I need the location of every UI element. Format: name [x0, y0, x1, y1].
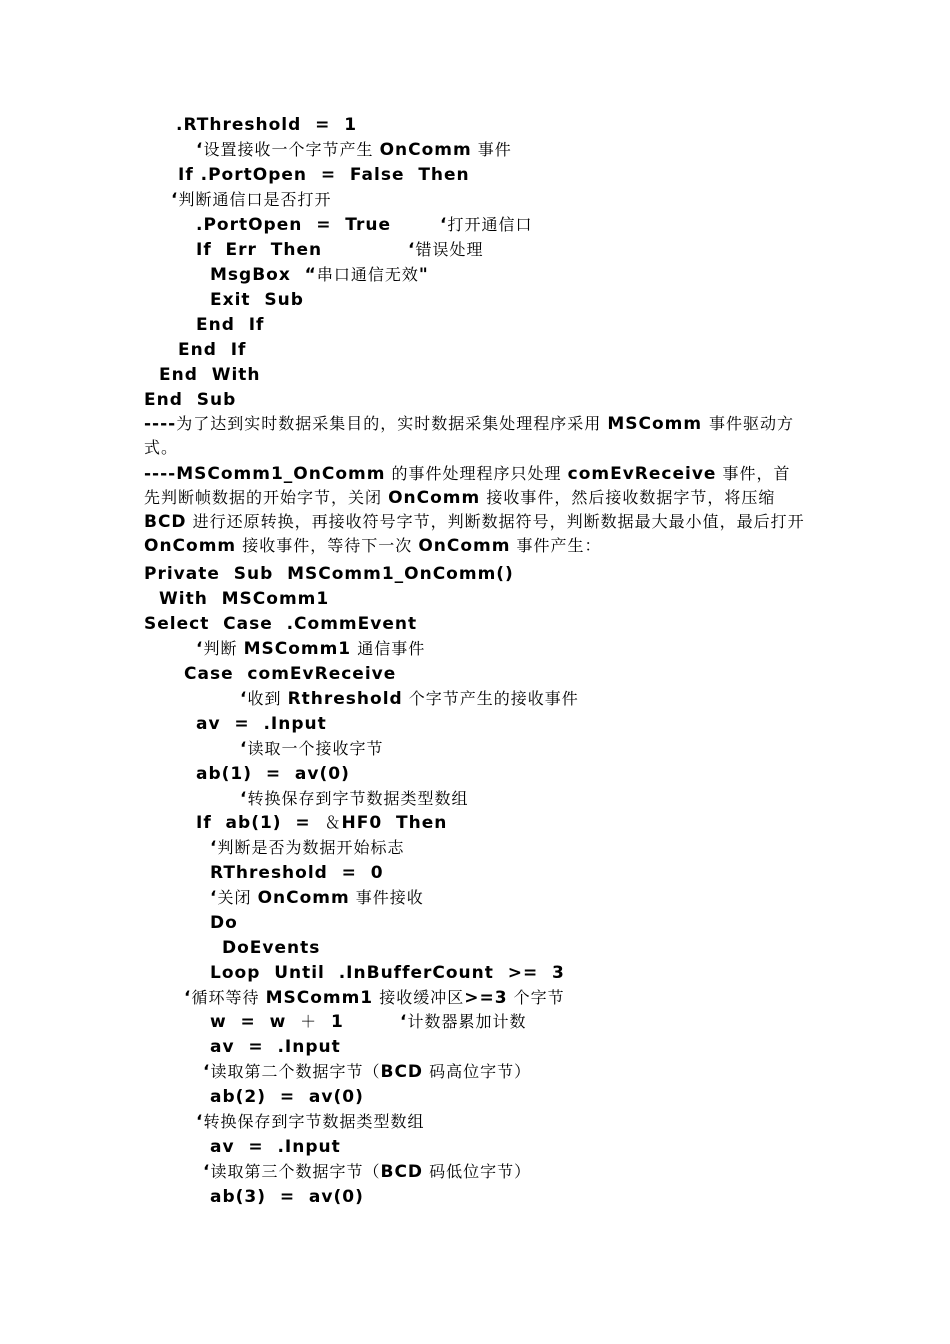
code-text: "	[418, 265, 429, 285]
code-text: BCD	[144, 512, 187, 532]
code-text: Case comEvReceive	[184, 664, 397, 684]
code-text: DoEvents	[222, 938, 321, 958]
code-line	[178, 339, 246, 361]
code-line	[210, 862, 384, 884]
comment-text: ＆	[324, 813, 342, 832]
code-text: 1	[317, 1012, 344, 1032]
code-line	[408, 239, 483, 261]
code-line	[196, 638, 425, 660]
code-text: ‘	[400, 1012, 408, 1032]
comment-text: 为了达到实时数据采集目的，实时数据采集处理程序采用	[176, 414, 608, 433]
code-line	[144, 389, 236, 411]
code-text: ‘	[408, 240, 416, 260]
comment-text: 打开通信口	[447, 215, 533, 234]
code-text: OnComm	[257, 888, 350, 908]
code-line	[196, 763, 350, 785]
code-line	[196, 239, 322, 261]
code-text: OnComm	[379, 140, 472, 160]
comment-text: ＋	[300, 1012, 318, 1031]
code-line	[210, 289, 304, 311]
code-text: av = .Input	[196, 714, 327, 734]
comment-text: 进行还原转换，再接收符号字节，判断数据符号，判断数据最大最小值，最后打开	[186, 512, 805, 531]
code-text: If .PortOpen = False Then	[178, 165, 470, 185]
code-text: ‘	[196, 140, 204, 160]
code-text: ‘	[240, 689, 248, 709]
comment-text: 串口通信无效	[316, 265, 419, 284]
code-text: ‘	[210, 888, 218, 908]
code-text: ----MSComm1_OnComm	[144, 464, 386, 484]
code-line	[240, 738, 383, 760]
comment-text: 读取一个接收字节	[247, 739, 384, 758]
code-text: av = .Input	[210, 1037, 341, 1057]
comment-text: 判断	[203, 639, 244, 658]
code-text: ab(2) = av(0)	[210, 1087, 364, 1107]
code-line	[178, 164, 470, 186]
code-text: End Sub	[144, 390, 237, 410]
code-text: RThreshold = 0	[210, 863, 384, 883]
code-line	[203, 1061, 531, 1083]
code-line	[196, 713, 327, 735]
comment-text: 码高位字节）	[423, 1062, 532, 1081]
comment-text: 接收事件，等待下一次	[236, 536, 419, 555]
code-line	[159, 364, 261, 386]
code-line	[203, 1161, 531, 1183]
code-line	[184, 663, 396, 685]
comment-text: 的事件处理程序只处理	[385, 464, 568, 483]
comment-text: 事件产生：	[510, 536, 602, 555]
code-text: ‘	[171, 190, 179, 210]
code-text: If ab(1) =	[196, 813, 325, 833]
code-line	[210, 887, 424, 909]
comment-text: 循环等待	[191, 988, 266, 1007]
code-text: MSComm1	[265, 988, 374, 1008]
code-line	[144, 613, 417, 635]
comment-text: 转换保存到字节数据类型数组	[247, 789, 469, 808]
code-text: ‘	[240, 789, 248, 809]
code-text: ab(3) = av(0)	[210, 1187, 364, 1207]
code-text: Do	[210, 913, 238, 933]
code-line	[210, 1036, 341, 1058]
code-line	[440, 214, 532, 236]
code-text: MSComm1	[243, 639, 352, 659]
comment-text: 事件，首先判断帧数据的开始字节，关闭	[144, 464, 791, 507]
code-text: End With	[159, 365, 261, 385]
code-line	[196, 214, 391, 236]
comment-text: 事件	[471, 140, 512, 159]
code-line	[210, 962, 565, 984]
code-text: .PortOpen = True	[196, 215, 392, 235]
comment-text: 收到	[247, 689, 288, 708]
comment-text: 事件接收	[349, 888, 424, 907]
comment-text: 关闭	[217, 888, 258, 907]
code-line	[210, 1186, 364, 1208]
code-text: ‘	[203, 1062, 211, 1082]
code-text: HF0 Then	[341, 813, 448, 833]
code-text: BCD	[380, 1062, 424, 1082]
code-text: Private Sub MSComm1_OnComm()	[144, 564, 514, 584]
code-text: If Err Then	[196, 240, 323, 260]
code-text: With MSComm1	[159, 589, 330, 609]
code-text: .RThreshold = 1	[176, 115, 358, 135]
code-text: MsgBox “	[210, 265, 317, 285]
code-text: Select Case .CommEvent	[144, 614, 418, 634]
comment-text: 判断是否为数据开始标志	[217, 838, 405, 857]
code-line	[400, 1011, 526, 1033]
code-text: MSComm	[607, 414, 709, 434]
comment-text: 设置接收一个字节产生	[203, 140, 380, 159]
code-line	[210, 264, 429, 286]
code-line	[196, 139, 512, 161]
comment-text: 接收事件，然后接收数据字节，将压缩	[480, 488, 776, 507]
code-line	[184, 987, 565, 1009]
code-text: av = .Input	[210, 1137, 341, 1157]
code-text: >=3	[464, 988, 508, 1008]
comment-text: 转换保存到字节数据类型数组	[203, 1112, 425, 1131]
code-text: ‘	[203, 1162, 211, 1182]
code-text: w = w	[210, 1012, 301, 1032]
comment-text: 码低位字节）	[423, 1162, 532, 1181]
code-text: End If	[178, 340, 247, 360]
code-text: ‘	[184, 988, 192, 1008]
comment-text: 个字节	[507, 988, 565, 1007]
comment-text: 判断通信口是否打开	[178, 190, 332, 209]
code-text: ‘	[440, 215, 448, 235]
code-text: ‘	[240, 739, 248, 759]
code-text: ab(1) = av(0)	[196, 764, 350, 784]
comment-text: 接收缓冲区	[373, 988, 465, 1007]
code-text: ‘	[210, 838, 218, 858]
code-text: Exit Sub	[210, 290, 304, 310]
code-text: ‘	[196, 1112, 204, 1132]
code-line	[240, 688, 579, 710]
code-line	[196, 1111, 424, 1133]
code-text: OnComm	[144, 536, 237, 556]
comment-text: 事件驱动方式。	[144, 414, 795, 457]
code-line	[222, 937, 320, 959]
code-text: ----	[144, 414, 177, 434]
code-text: Loop Until .InBufferCount >= 3	[210, 963, 565, 983]
code-text: BCD	[380, 1162, 424, 1182]
comment-text: 计数器累加计数	[407, 1012, 527, 1031]
paragraph	[144, 462, 806, 558]
code-text: ‘	[196, 639, 204, 659]
comment-text: 读取第二个数据字节（	[210, 1062, 381, 1081]
code-line	[159, 588, 329, 610]
comment-text: 错误处理	[415, 240, 484, 259]
comment-text: 通信事件	[351, 639, 426, 658]
code-line	[176, 114, 357, 136]
comment-text: 个字节产生的接收事件	[402, 689, 579, 708]
code-line	[196, 314, 264, 336]
code-line	[196, 812, 447, 834]
code-line	[210, 912, 238, 934]
code-line	[144, 563, 514, 585]
code-line	[240, 788, 468, 810]
code-text: comEvReceive	[567, 464, 717, 484]
code-text: OnComm	[388, 488, 481, 508]
code-text: End If	[196, 315, 265, 335]
code-line	[210, 1086, 364, 1108]
code-line	[171, 189, 331, 211]
code-text: OnComm	[418, 536, 511, 556]
comment-text: 读取第三个数据字节（	[210, 1162, 381, 1181]
paragraph	[144, 412, 806, 460]
code-text: Rthreshold	[287, 689, 403, 709]
code-line	[210, 1011, 344, 1033]
code-line	[210, 837, 404, 859]
code-line	[210, 1136, 341, 1158]
